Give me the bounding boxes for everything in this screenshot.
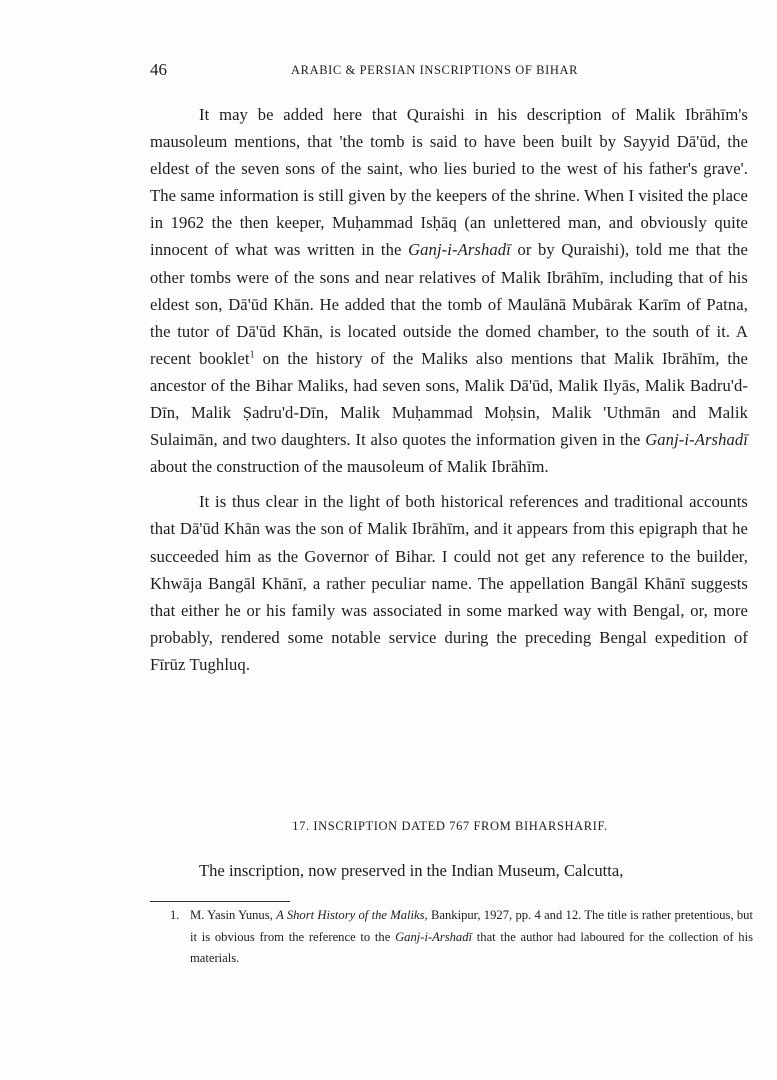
paragraph-3: The inscription, now preserved in the Indian Museum, Calcutta, [199,861,624,880]
paragraph-2: It is thus clear in the light of both historical references and traditional accounts that Dā'ūd Khān was the son of Malik Ibrāhīm, and it appears from this epigraph that he succeeded him as the Governor of Bihar. I could not get any reference to the builder, Khwāja Bangāl Khānī, a rather peculiar name. The appellation Bangāl Khānī suggests that either he or his family was associated in some marked way with Bengal, or, more probably, rendered some notable service during the preceding Bengal expedition of Fīrūz Tughluq. [150,492,748,674]
page-header [150,60,750,84]
footnote-divider [150,901,290,902]
footnote-number: 1. [170,908,180,922]
paragraph-1-text-a: It may be added here that Quraishi in his description of Malik Ibrāhīm's mausoleum mentions, that 'the tomb is said to have been built by Sayyid Dā'ūd, the eldest of the seven sons of the saint, who lies buried to the west of his father's grave'. The same information is still given by the keepers of the shrine. When I visited the place in 1962 the then keeper, Muḥammad Isḥāq (an unlettered man, and obviously quite innocent of what was written in the [150,105,748,260]
footnote-book-title: A Short History of the Maliks, [276,908,428,922]
footnote-reference: 1 [249,349,255,361]
paragraph-1-text-c: on the history of the Maliks also mentions that Malik Ibrāhīm, the ancestor of the Bihar Maliks, had seven sons, Malik Dā'ūd, Malik Ilyās, Malik Badru'd-Dīn, Malik Ṣadru'd-Dīn, Malik Muḥammad Moḥsin, Malik 'Uthmān and Malik Sulaimān, and two daughters. It also quotes the information given in the [150,348,748,450]
footnote-body [190,905,753,970]
work-title-ganj-i-arshadi: Ganj-i-Arshadī [645,430,749,450]
page-number: 46 [150,60,167,79]
footnote-text-c: that the author had laboured for the collection of his materials. [190,929,754,965]
section-heading: 17. INSCRIPTION DATED 767 FROM BIHARSHARIF. [292,819,608,833]
paragraph-1-text-b: or by Quraishi), told me that the other tombs were of the sons and near relatives of Malik Ibrāhīm, including that of his eldest son, Dā'ūd Khān. He added that the tomb of Maulānā Mubārak Karīm of Patna, the tutor of Dā'ūd Khān, is located outside the domed chamber, to the south of it. A recent booklet [150,240,749,368]
footnote-work-title: Ganj-i-Arshadī [395,929,473,944]
footnote-text-a: M. Yasin Yunus, [190,908,273,922]
running-title: ARABIC & PERSIAN INSCRIPTIONS OF BIHAR [291,63,579,77]
main-text [150,101,748,678]
footnote-text-b: Bankipur, 1927, pp. 4 and 12. The title is rather pretentious, but it is obvious from the reference to the [190,908,753,944]
paragraph-1 [150,101,748,480]
paragraph-1-text-d: about the construction of the mausoleum of Malik Ibrāhīm. [150,457,549,477]
footnote [170,905,753,970]
work-title-ganj-i-arshadi: Ganj-i-Arshadī [408,240,511,260]
